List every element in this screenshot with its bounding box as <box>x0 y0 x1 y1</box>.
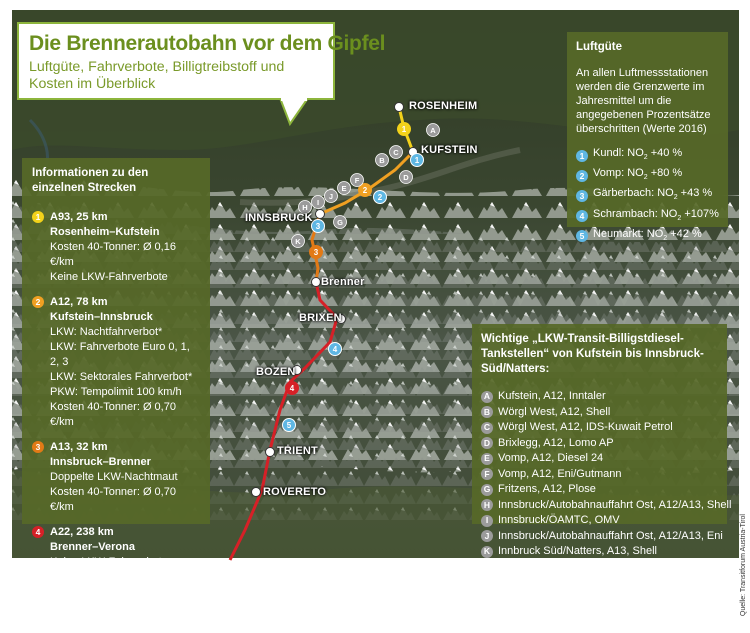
fuel-station-text: Innbruck Süd/Natters, A13, Shell <box>498 545 657 557</box>
fuel-station-item <box>481 529 723 544</box>
segment-number-badge: 3 <box>32 441 44 453</box>
segment-item <box>32 210 200 285</box>
fuel-station-letter-badge: J <box>481 530 493 542</box>
fuel-station-text: Innsbruck/ÖAMTC, OMV <box>498 514 620 526</box>
segment-number-badge: 1 <box>32 211 44 223</box>
fuel-stations-panel <box>472 324 732 557</box>
subscript: 2 <box>643 174 648 182</box>
svg-text:F: F <box>354 176 360 185</box>
air-quality-panel <box>567 32 728 242</box>
fuel-station-item <box>481 436 718 451</box>
city-label-brixen: BRIXEN <box>299 312 342 324</box>
fuel-station-letter-badge: I <box>481 515 493 527</box>
segment-detail: Keine LKW-Fahrverbote <box>50 271 168 283</box>
segment-marker-4 <box>285 381 299 395</box>
segment-body <box>50 210 200 285</box>
svg-text:2: 2 <box>377 193 383 202</box>
svg-text:4: 4 <box>289 384 295 393</box>
page-title: Die Brennerautobahn vor dem Gipfel <box>29 32 386 55</box>
station-number-badge: 4 <box>576 210 588 222</box>
air-station-text: Kundl: $NO_2 +40$ % <box>593 147 683 162</box>
svg-text:H: H <box>302 203 308 212</box>
fuel-station-text: Innsbruck/Autobahnauffahrt Ost, A12/A13, Shell <box>498 498 732 511</box>
fuel-station-item <box>481 482 718 497</box>
segment-detail: LKW: Sektorales Fahrverbot* <box>50 371 193 383</box>
fuel-station-letter-badge: H <box>481 499 493 511</box>
fuel-station-item <box>481 405 718 420</box>
segment-info-panel <box>22 158 210 630</box>
fuel-station-letter-badge: D <box>481 437 493 449</box>
station-number-badge: 1 <box>576 150 588 162</box>
segment-detail: Doppelte LKW-Nachtmaut <box>50 471 178 483</box>
segment-marker-1 <box>397 122 411 136</box>
fuel-station-text: Vomp, A12, Diesel 24 <box>498 452 604 464</box>
segment-detail: Kosten 40-Tonner: Ø 0,16 €/km <box>50 241 176 268</box>
segment-body <box>50 295 200 430</box>
segment-route: Brenner–Verona <box>50 541 135 553</box>
segment-detail: Keine LKW-Fahrverbote <box>50 556 168 568</box>
svg-text:E: E <box>341 184 347 193</box>
fuel-station-item <box>481 544 718 559</box>
segment-detail: Kosten 40-Tonner: Ø 0,70 €/km <box>50 401 176 428</box>
fuel-station-letter-badge: E <box>481 453 493 465</box>
fuel-stations-heading: Wichtige „LKW-Transit-Billigstdiesel-Tankstellen“ von Kufstein bis Innsbruck-Süd/Natters: <box>481 333 704 375</box>
city-dot-brenner <box>312 278 321 287</box>
svg-text:3: 3 <box>315 222 321 231</box>
segment-detail: Kosten 40-Tonner: Ø 0,70 €/km <box>50 486 176 513</box>
city-dot-innsbruck <box>316 210 325 219</box>
station-number-badge: 3 <box>576 190 588 202</box>
fuel-station-item <box>481 513 718 528</box>
air-station-text: Vomp: $NO_2 +80$ % <box>593 167 683 182</box>
segment-route: Kufstein–Innsbruck <box>50 311 153 323</box>
svg-text:3: 3 <box>313 248 319 257</box>
city-dot-trient <box>266 448 275 457</box>
svg-text:1: 1 <box>401 125 407 134</box>
svg-text:5: 5 <box>286 421 292 430</box>
fuel-station-text: Wörgl West, A12, Shell <box>498 405 611 418</box>
svg-text:K: K <box>295 237 301 246</box>
segment-detail: LKW: Fahrverbote Euro 0, 1, 2, 3 <box>50 341 190 368</box>
air-station-text: Schrambach: $NO_2 +107\%$ <box>593 207 719 222</box>
segment-detail: LKW: Nachtfahrverbot* <box>50 326 163 338</box>
segment-detail: Kosten 40-Tonner: Ø 0,16 €/km <box>50 571 176 598</box>
callout-tail <box>278 98 318 128</box>
svg-text:A: A <box>430 126 436 135</box>
fuel-station-text: Innsbruck/Autobahnauffahrt Ost, A12/A13, Eni <box>498 529 723 542</box>
segment-route: Innsbruck–Brenner <box>50 456 151 468</box>
city-label-innsbruck: INNSBRUCK <box>245 212 313 224</box>
page-subtitle: Luftgüte, Fahrverbote, Billigtreibstoff und Kosten im Überblick <box>29 59 285 92</box>
fuel-station-text: Kufstein, A12, Inntaler <box>498 390 606 402</box>
fuel-station-item <box>481 420 718 435</box>
segment-marker-3 <box>309 245 323 259</box>
segment-item <box>32 295 200 430</box>
segment-info-heading: Informationen zu den einzelnen Strecken <box>32 167 149 194</box>
city-label-bozen: BOZEN <box>256 366 296 378</box>
segment-body <box>50 440 200 515</box>
svg-text:B: B <box>379 156 385 165</box>
fuel-station-text: Brixlegg, A12, Lomo AP <box>498 436 614 449</box>
segment-road: A12, 78 km <box>50 296 108 308</box>
air-quality-heading: Luftgüte <box>576 41 622 53</box>
fuel-station-item <box>481 389 718 404</box>
fuel-station-text: Wörgl West, A12, IDS-Kuwait Petrol <box>498 421 673 433</box>
fuel-station-letter-badge: G <box>481 484 493 496</box>
fuel-station-letter-badge: C <box>481 422 493 434</box>
city-label-kufstein: KUFSTEIN <box>421 144 478 156</box>
city-label-rovereto: ROVERETO <box>263 486 327 498</box>
subscript: 2 <box>643 154 648 162</box>
svg-text:I: I <box>316 198 320 207</box>
segment-number-badge: 4 <box>32 526 44 538</box>
fuel-station-letter-badge: B <box>481 406 493 418</box>
fuel-station-letter-badge: F <box>481 468 493 480</box>
fuel-station-letter-badge: A <box>481 391 493 403</box>
subscript: 2 <box>673 194 678 202</box>
footnote: *Wirkungslos durch EURO-6-Ausnahmen. <box>32 620 200 630</box>
station-number-badge: 2 <box>576 170 588 182</box>
city-label-rosenheim: ROSENHEIM <box>409 100 478 112</box>
fuel-station-item <box>481 498 732 513</box>
segment-item <box>32 525 200 600</box>
fuel-station-text: Fritzens, A12, Plose <box>498 483 596 495</box>
segment-item <box>32 440 200 515</box>
fuel-station-letter-badge: K <box>481 546 493 558</box>
air-station-item <box>576 227 719 246</box>
station-marker-3 <box>312 220 325 233</box>
subscript: 2 <box>663 234 668 242</box>
air-station-item <box>576 186 719 205</box>
svg-text:4: 4 <box>332 345 338 354</box>
fuel-station-item <box>481 451 718 466</box>
station-marker-4 <box>329 343 342 356</box>
svg-text:C: C <box>393 148 399 157</box>
subscript: 2 <box>677 214 682 222</box>
fuel-station-item <box>481 467 718 482</box>
city-dot-rovereto <box>252 488 261 497</box>
svg-text:2: 2 <box>362 186 368 195</box>
segment-road: A22, 238 km <box>50 526 114 538</box>
segment-route: Rosenheim–Kufstein <box>50 226 160 238</box>
segment-detail: PKW: Tempolimit 100 km/h <box>50 386 182 398</box>
segment-road: A13, 32 km <box>50 441 108 453</box>
title-callout <box>17 22 386 100</box>
segment-number-badge: 2 <box>32 296 44 308</box>
station-marker-5 <box>283 419 296 432</box>
air-station-item <box>576 166 719 185</box>
city-label-brenner: Brenner <box>321 276 365 288</box>
air-station-item <box>576 146 719 165</box>
air-station-item <box>576 207 719 226</box>
air-quality-intro: An allen Luftmessstationen werden die Grenzwerte im Jahresmittel um die angegebenen Prozentsätze überschritten (Werte 2016) <box>576 67 711 135</box>
fuel-station-text: Vomp, A12, Eni/Gutmann <box>498 467 622 480</box>
svg-text:1: 1 <box>414 156 420 165</box>
air-station-text: Neumarkt: $NO_2 +42$ % <box>593 227 702 242</box>
svg-text:J: J <box>328 192 334 201</box>
city-label-trient: TRIENT <box>277 445 318 457</box>
segment-body <box>50 525 200 600</box>
air-station-text: Gärberbach: $NO_2 +43$ % <box>593 187 713 202</box>
segment-road: A93, 25 km <box>50 211 108 223</box>
svg-text:G: G <box>337 218 343 227</box>
source-credit: Quelle: Transitforum Austria-Tirol <box>740 514 747 617</box>
city-dot-rosenheim <box>395 103 404 112</box>
station-marker-2 <box>374 191 387 204</box>
station-number-badge: 5 <box>576 230 588 242</box>
svg-text:D: D <box>403 173 409 182</box>
